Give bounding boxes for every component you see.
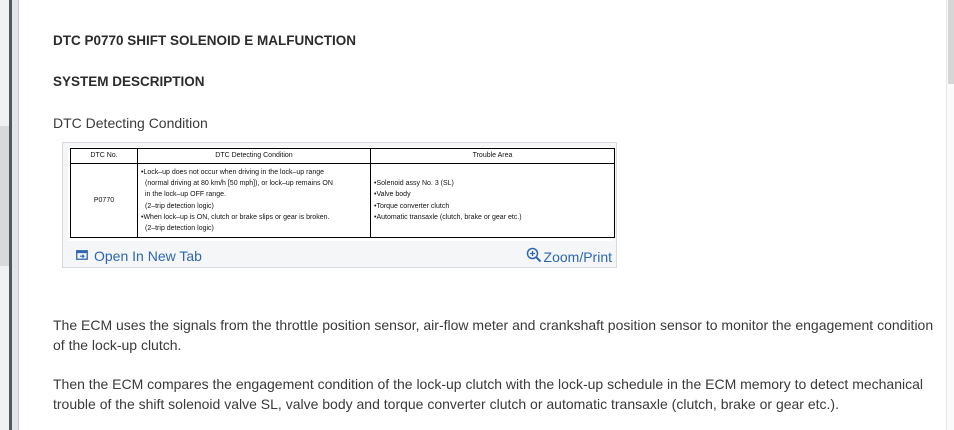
zoom-print-label: Zoom/Print [543,248,612,265]
table-header-row [71,149,615,164]
condition-line: (normal driving at 80 km/h [50 mph]), or lock–up remains ON [145,180,333,188]
column-header-dtc-no: DTC No. [71,149,138,164]
magnifier-plus-icon [526,247,544,266]
column-header-trouble-area: Trouble Area [371,149,615,164]
left-scrollbar-thumb[interactable] [0,126,9,266]
condition-line: (2–trip detection logic) [145,202,214,210]
section-heading: SYSTEM DESCRIPTION [53,74,205,89]
page-title: DTC P0770 SHIFT SOLENOID E MALFUNCTION [53,33,357,48]
trouble-area-line: •Solenoid assy No. 3 (SL) [374,180,454,188]
open-in-new-tab-label: Open In New Tab [94,248,202,264]
subheading: DTC Detecting Condition [53,115,208,131]
right-scrollbar[interactable] [946,0,954,430]
dtc-table-figure [62,142,617,268]
condition-line: •When lock–up is ON, clutch or brake slips or gear is broken. [141,213,330,221]
column-header-condition: DTC Detecting Condition [138,149,371,164]
dtc-table [70,148,615,238]
trouble-area-line: •Torque converter clutch [374,202,450,210]
open-in-new-tab-icon [76,248,94,264]
trouble-area-cell [371,164,615,238]
condition-line: (2–trip detection logic) [145,225,214,233]
left-scrollbar[interactable] [0,0,9,430]
dtc-table-image [68,147,613,241]
dtc-code-cell: P0770 [71,164,138,238]
zoom-print-link[interactable] [526,247,612,266]
open-in-new-tab-link[interactable] [76,248,202,264]
paragraph-ecm-comparison: Then the ECM compares the engagement condition of the lock-up clutch with the lock-up schedule in the ECM memory to detect mechanical trouble of the shift solenoid valve SL, valve body and torque converter clutch or automatic transaxle (clutch, brake or gear etc.). [53,376,924,412]
condition-line: in the lock–up OFF range. [145,191,226,199]
table-row [71,164,615,238]
condition-cell [138,164,371,238]
trouble-area-line: •Automatic transaxle (clutch, brake or gear etc.) [374,213,522,221]
paragraph-ecm-monitoring: The ECM uses the signals from the throttle position sensor, air-flow meter and crankshaft position sensor to monitor the engagement condition of the lock-up clutch. [53,317,934,353]
trouble-area-line: •Valve body [374,191,411,199]
right-scrollbar-thumb[interactable] [948,0,954,84]
condition-line: •Lock–up does not occur when driving in the lock–up range [141,169,325,176]
frame-divider-edge [18,0,19,430]
